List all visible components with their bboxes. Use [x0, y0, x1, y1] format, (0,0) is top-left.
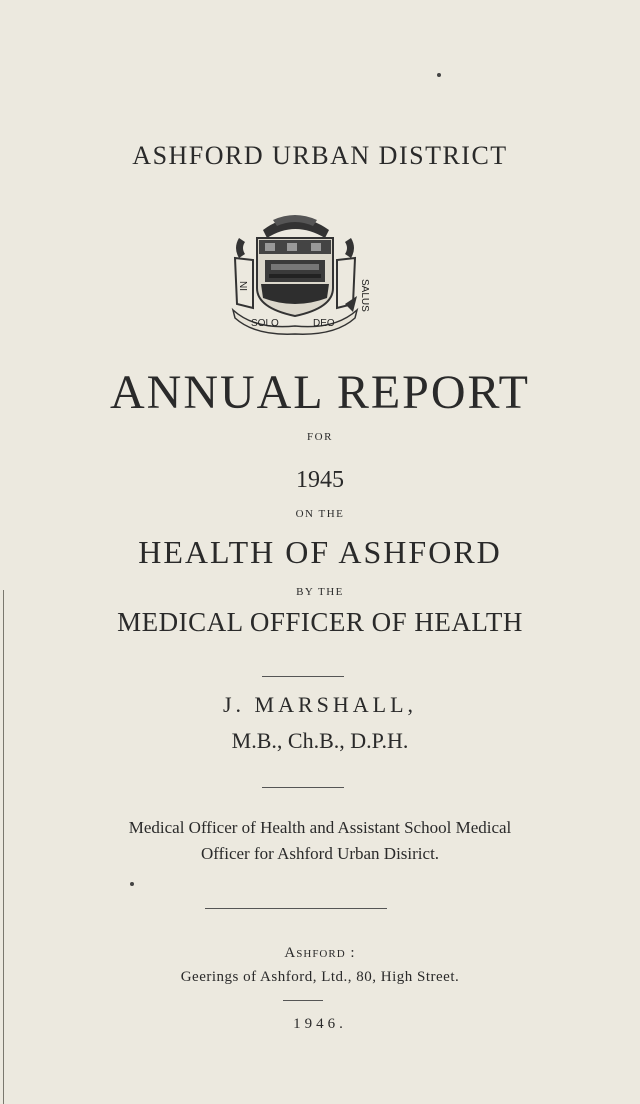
divider-rule: [262, 787, 344, 788]
report-year: 1945: [296, 467, 344, 493]
author-degrees: M.B., Ch.B., D.P.H.: [231, 728, 409, 753]
by-the-label: BY THE: [296, 586, 344, 598]
divider-rule: [262, 676, 344, 677]
subject-title: HEALTH OF ASHFORD: [138, 534, 502, 570]
speck-mark: [130, 882, 134, 886]
motto-right: SALUS: [359, 279, 370, 312]
motto-left: NI: [237, 281, 248, 291]
imprint-place: Ashford :: [284, 945, 356, 961]
district-heading: ASHFORD URBAN DISTRICT: [132, 141, 508, 170]
report-title: ANNUAL REPORT: [109, 366, 530, 419]
office-line-1: Medical Officer of Health and Assistant School Medical: [128, 818, 512, 837]
office-line-2: Officer for Ashford Urban Disirict.: [200, 844, 440, 863]
divider-rule: [205, 908, 387, 909]
for-label: FOR: [307, 431, 333, 443]
motto-bottom-left: SOLO: [251, 318, 279, 329]
divider-rule: [283, 1000, 323, 1001]
speck-mark: [437, 73, 441, 77]
officer-title: MEDICAL OFFICER OF HEALTH: [117, 607, 523, 637]
on-the-label: ON THE: [295, 508, 345, 520]
imprint-printer: Geerings of Ashford, Ltd., 80, High Street.: [180, 969, 460, 985]
author-name: J. MARSHALL,: [222, 692, 418, 717]
coat-of-arms-seal-icon: [225, 208, 370, 338]
motto-bottom-right: DEO: [313, 318, 335, 329]
publication-year: 1946.: [293, 1016, 347, 1032]
